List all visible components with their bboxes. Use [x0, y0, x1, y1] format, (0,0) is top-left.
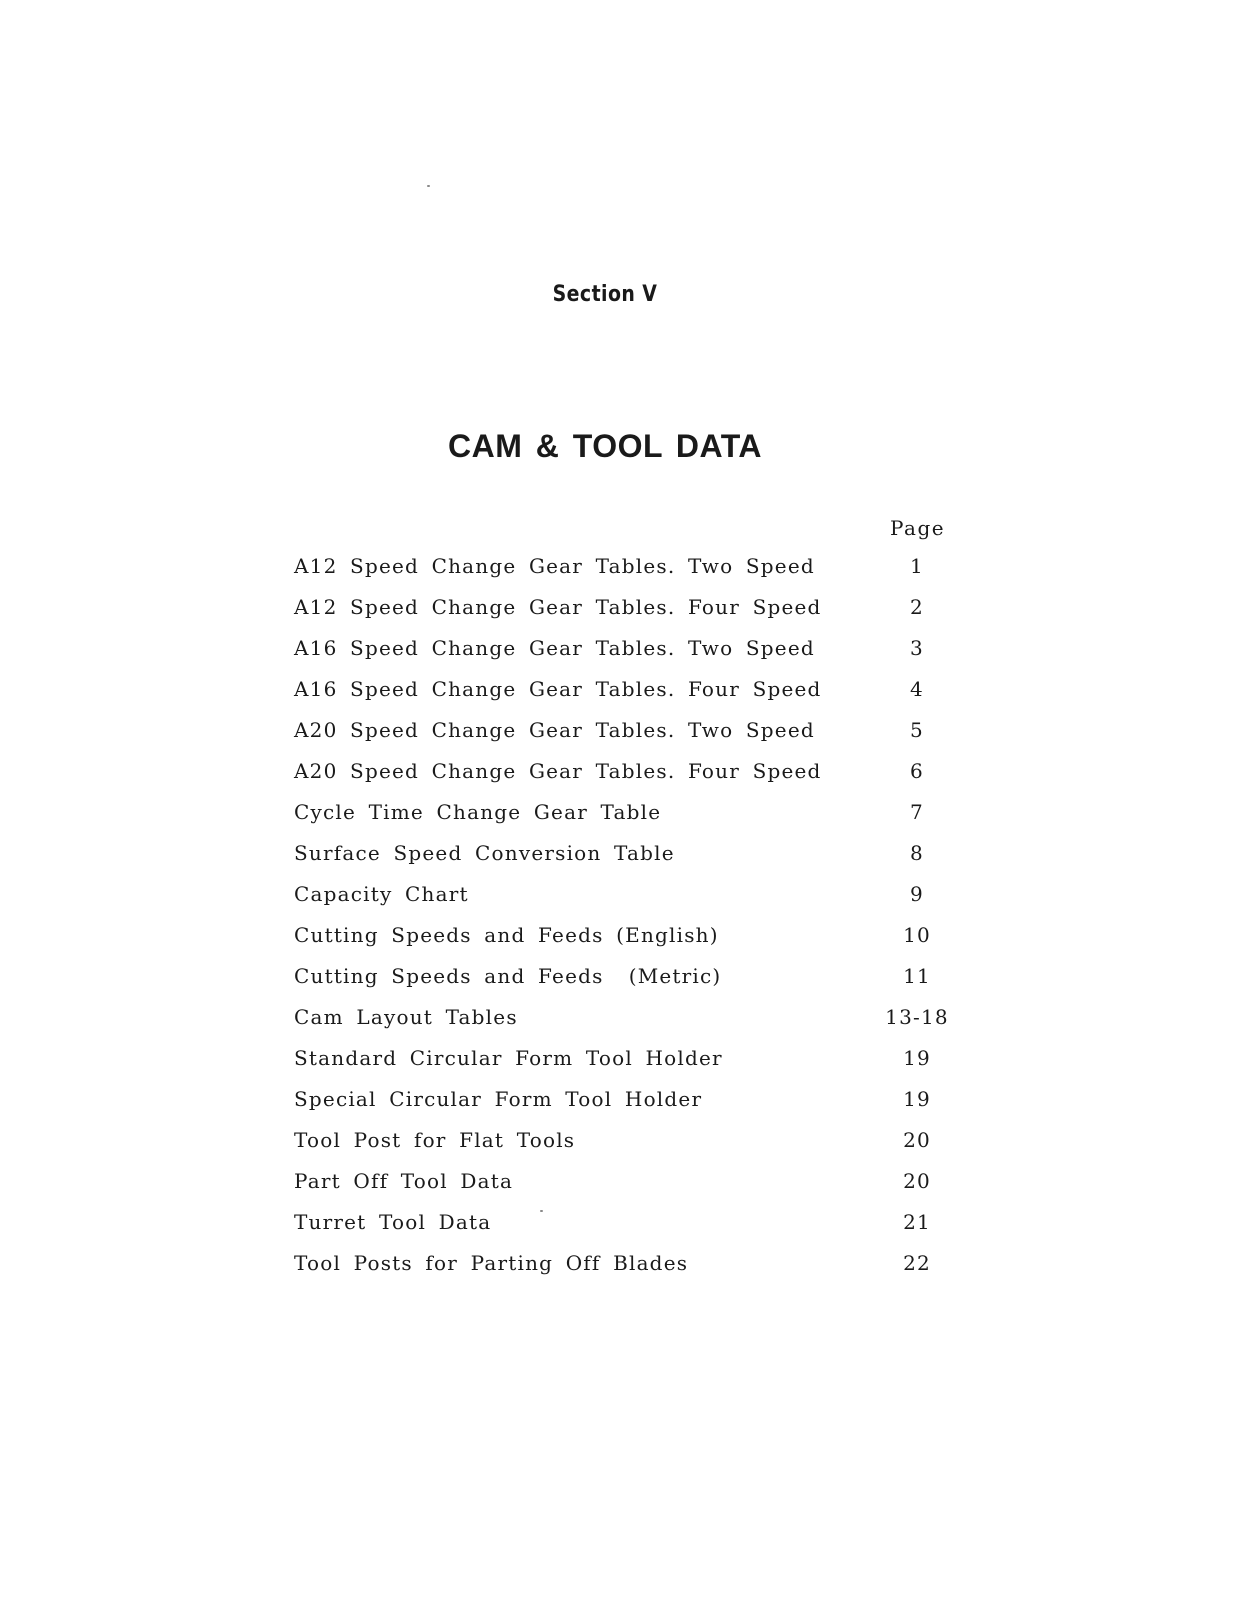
toc-row	[294, 1166, 974, 1207]
toc-row	[294, 797, 974, 838]
toc-row	[294, 1043, 974, 1084]
toc-row	[294, 879, 974, 920]
toc-entry-title: Cycle Time Change Gear Table	[294, 800, 662, 824]
toc-row	[294, 1002, 974, 1043]
toc-entry-title: Special Circular Form Tool Holder	[294, 1087, 703, 1111]
toc-entry-page: 5	[910, 718, 924, 742]
toc-entry-page: 10	[903, 923, 931, 947]
toc-entry-title: A12 Speed Change Gear Tables. Two Speed	[294, 554, 815, 578]
toc-entry-page: 13-18	[885, 1005, 949, 1029]
toc-entry-page: 11	[903, 964, 931, 988]
toc-entry-title: Cutting Speeds and Feeds (Metric)	[294, 964, 722, 988]
toc-entry-title: Tool Posts for Parting Off Blades	[294, 1251, 689, 1275]
toc-row	[294, 674, 974, 715]
toc-row	[294, 1248, 974, 1289]
toc-entry-page: 22	[903, 1251, 931, 1275]
toc-entry-page: 20	[903, 1169, 931, 1193]
toc-row	[294, 633, 974, 674]
toc-entry-page: 4	[910, 677, 924, 701]
toc-entry-title: Part Off Tool Data	[294, 1169, 514, 1193]
toc-entry-page: 2	[910, 595, 924, 619]
toc-entry-page: 19	[903, 1046, 931, 1070]
toc-entry-title: Turret Tool Data	[294, 1210, 492, 1234]
toc-row	[294, 961, 974, 1002]
toc-entry-title: A16 Speed Change Gear Tables. Two Speed	[294, 636, 815, 660]
toc-entry-page: 3	[910, 636, 924, 660]
toc-row	[294, 715, 974, 756]
toc-row	[294, 838, 974, 879]
toc-entry-title: Tool Post for Flat Tools	[294, 1128, 576, 1152]
page-column-header: Page	[890, 516, 946, 540]
toc-entry-title: A20 Speed Change Gear Tables. Two Speed	[294, 718, 815, 742]
section-label: Section V	[552, 282, 658, 307]
page-title: CAM & TOOL DATA	[448, 428, 762, 464]
toc-entry-title: Cam Layout Tables	[294, 1005, 518, 1029]
toc-row	[294, 551, 974, 592]
toc-row	[294, 920, 974, 961]
toc-row	[294, 756, 974, 797]
toc-entry-title: Surface Speed Conversion Table	[294, 841, 675, 865]
toc-entry-title: A20 Speed Change Gear Tables. Four Speed	[294, 759, 822, 783]
toc-entry-page: 6	[910, 759, 924, 783]
toc-entry-page: 21	[903, 1210, 931, 1234]
toc-row	[294, 592, 974, 633]
toc-entry-page: 7	[910, 800, 924, 824]
table-of-contents	[294, 551, 974, 1289]
toc-entry-page: 1	[910, 554, 924, 578]
toc-row	[294, 1125, 974, 1166]
toc-entry-page: 19	[903, 1087, 931, 1111]
toc-entry-title: A12 Speed Change Gear Tables. Four Speed	[294, 595, 822, 619]
toc-row	[294, 1084, 974, 1125]
toc-entry-page: 20	[903, 1128, 931, 1152]
toc-entry-title: A16 Speed Change Gear Tables. Four Speed	[294, 677, 822, 701]
scan-speck	[427, 185, 430, 187]
toc-entry-title: Capacity Chart	[294, 882, 469, 906]
toc-entry-page: 8	[910, 841, 924, 865]
toc-entry-page: 9	[910, 882, 924, 906]
toc-row	[294, 1207, 974, 1248]
toc-entry-title: Cutting Speeds and Feeds (English)	[294, 923, 719, 947]
toc-entry-title: Standard Circular Form Tool Holder	[294, 1046, 723, 1070]
